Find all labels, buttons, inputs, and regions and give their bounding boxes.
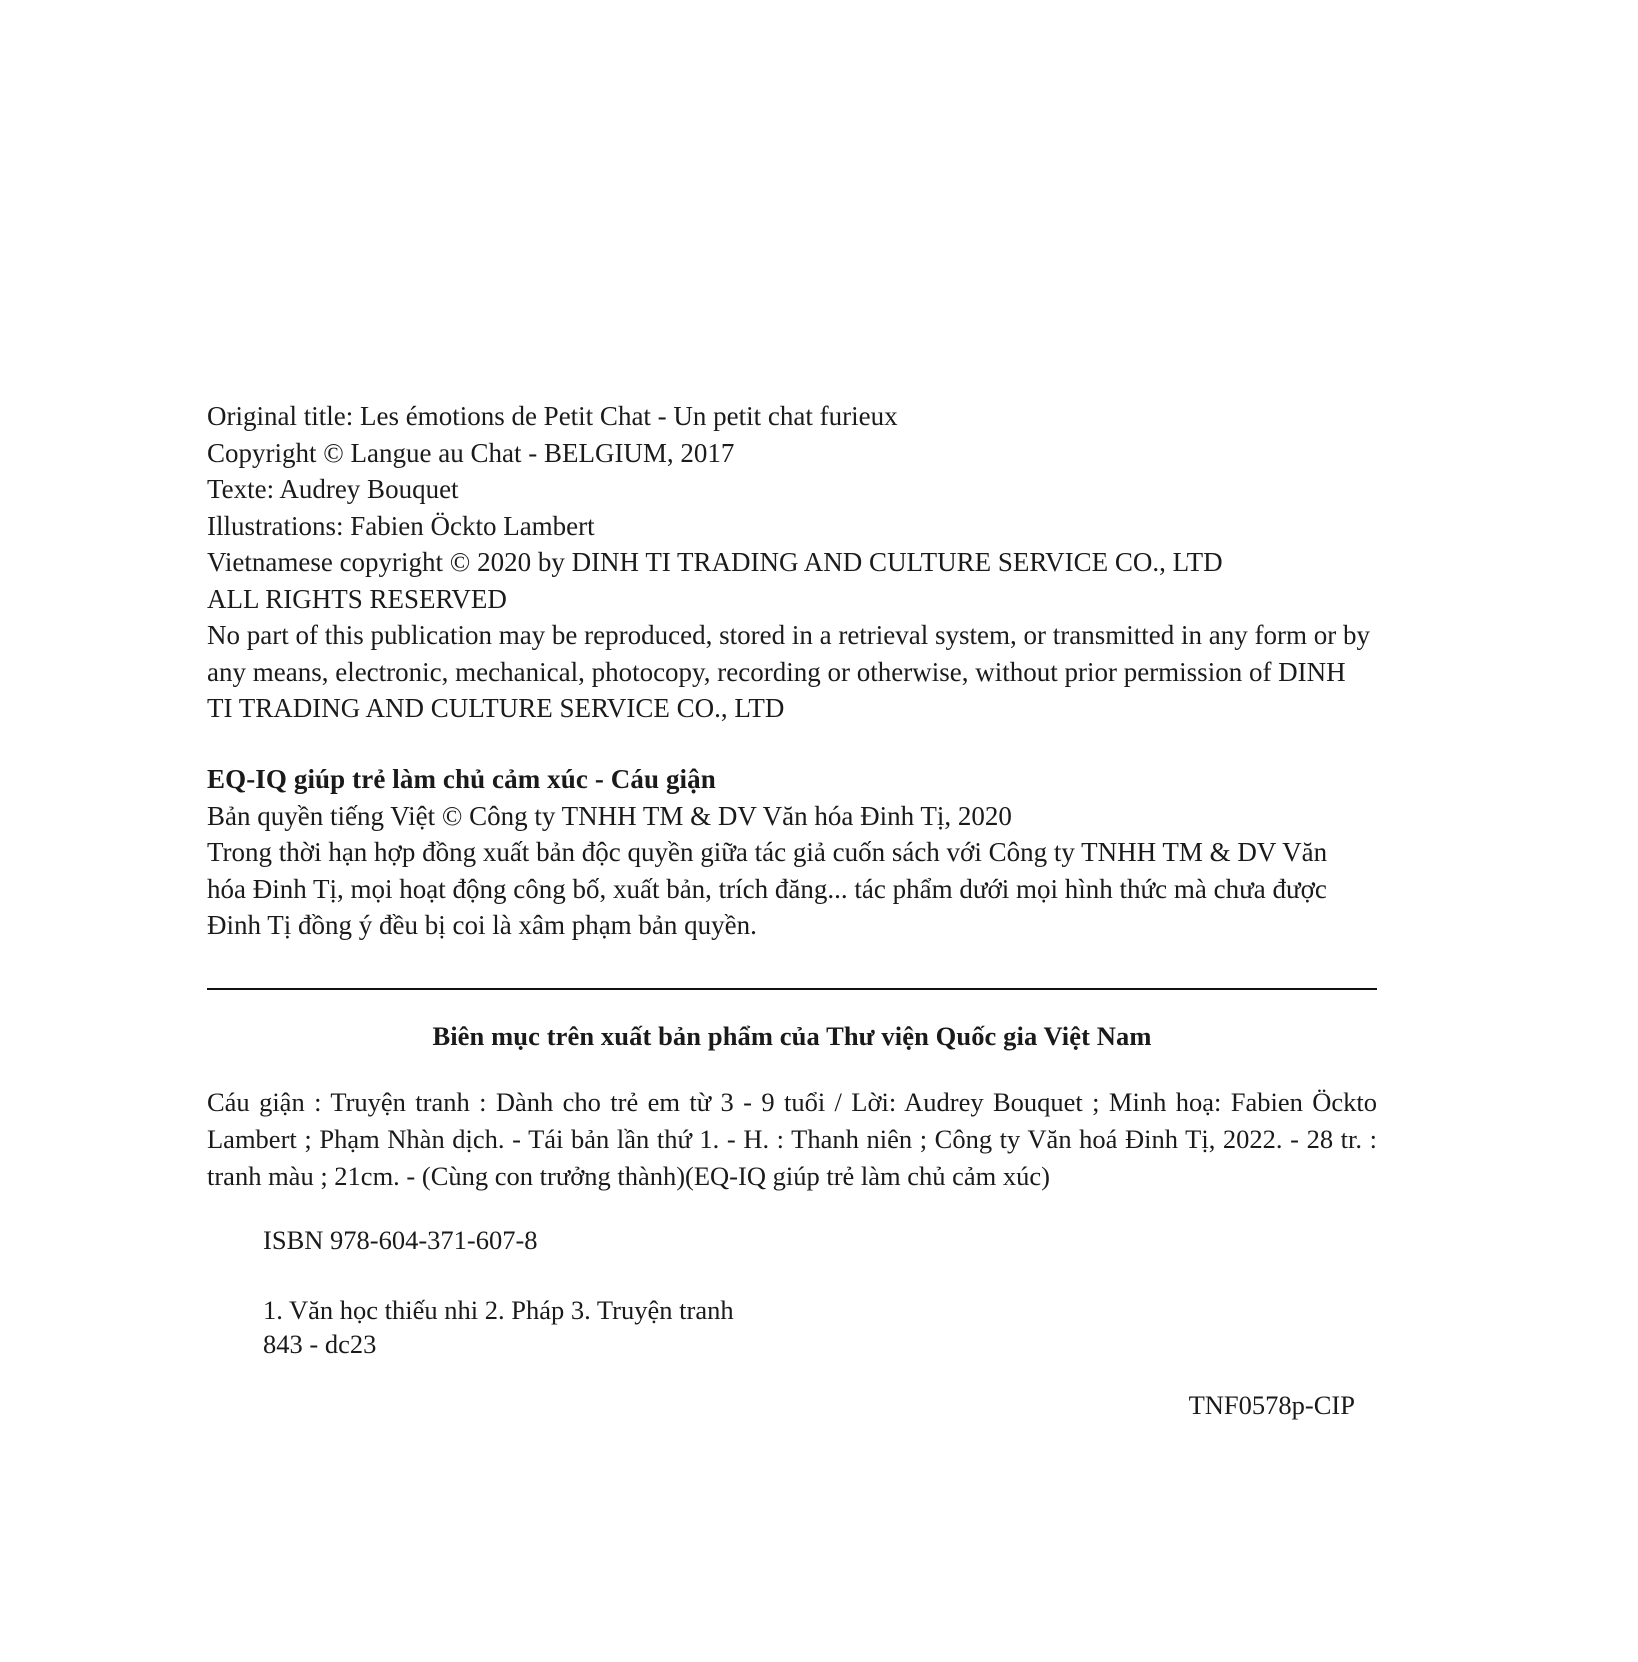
copyright-holder-line: Copyright © Langue au Chat - BELGIUM, 2017 [207,437,735,468]
copyright-credits-block [207,398,1372,727]
original-title-line: Original title: Les émotions de Petit Chat - Un petit chat furieux [207,401,898,431]
vietnamese-book-title: EQ-IQ giúp trẻ làm chủ cảm xúc - Cáu giận [207,763,716,794]
vietnamese-copyright-line: Bản quyền tiếng Việt © Công ty TNHH TM & DV Văn hóa Đinh Tị, 2020 [207,800,1012,831]
vietnamese-copyright-line: Vietnamese copyright © 2020 by DINH TI TRADING AND CULTURE SERVICE CO., LTD [207,547,1223,577]
cip-record-block [207,1021,1377,1421]
text-author-line: Texte: Audrey Bouquet [207,474,459,504]
vietnamese-edition-block [207,760,1372,944]
horizontal-divider [207,988,1377,990]
cip-isbn: ISBN 978-604-371-607-8 [263,1224,538,1255]
cip-subject-headings: 1. Văn học thiếu nhi 2. Pháp 3. Truyện tranh [263,1294,734,1325]
cip-bibliographic-record: Cáu giận : Truyện tranh : Dành cho trẻ em từ 3 - 9 tuổi / Lời: Audrey Bouquet ; Minh hoạ: Fabien Öckto Lambert ; Phạm Nhàn dịch. - Tái bản lần thứ 1. - H. : Thanh niên ; Công ty Văn hoá Đinh Tị, 2022. - 28 tr. : tranh màu ; 21cm. - (Cùng con trưởng thành)(EQ-IQ giúp trẻ làm chủ cảm xúc) [207,1086,1377,1191]
copyright-page-content [207,398,1377,1421]
illustrations-author-line: Illustrations: Fabien Öckto Lambert [207,510,595,541]
reproduction-notice-paragraph: No part of this publication may be reproduced, stored in a retrieval system, or transmitted in any form or by any means, electronic, mechanical, photocopy, recording or otherwise, without prior permission of DINH TI TRADING AND CULTURE SERVICE CO., LTD [207,620,1370,723]
cip-control-code: TNF0578p-CIP [1188,1389,1355,1420]
cip-ddc-number: 843 - dc23 [263,1328,377,1359]
vietnamese-exclusive-rights-paragraph: Trong thời hạn hợp đồng xuất bản độc quyền giữa tác giả cuốn sách với Công ty TNHH TM & DV Văn hóa Đinh Tị, mọi hoạt động công bố, xuất bản, trích đăng... tác phẩm dưới mọi hình thức mà chưa được Đinh Tị đồng ý đều bị coi là xâm phạm bản quyền. [207,837,1328,940]
cip-heading: Biên mục trên xuất bản phẩm của Thư viện Quốc gia Việt Nam [432,1020,1152,1051]
all-rights-reserved-line: ALL RIGHTS RESERVED [207,583,507,614]
block-spacer [207,727,1372,760]
